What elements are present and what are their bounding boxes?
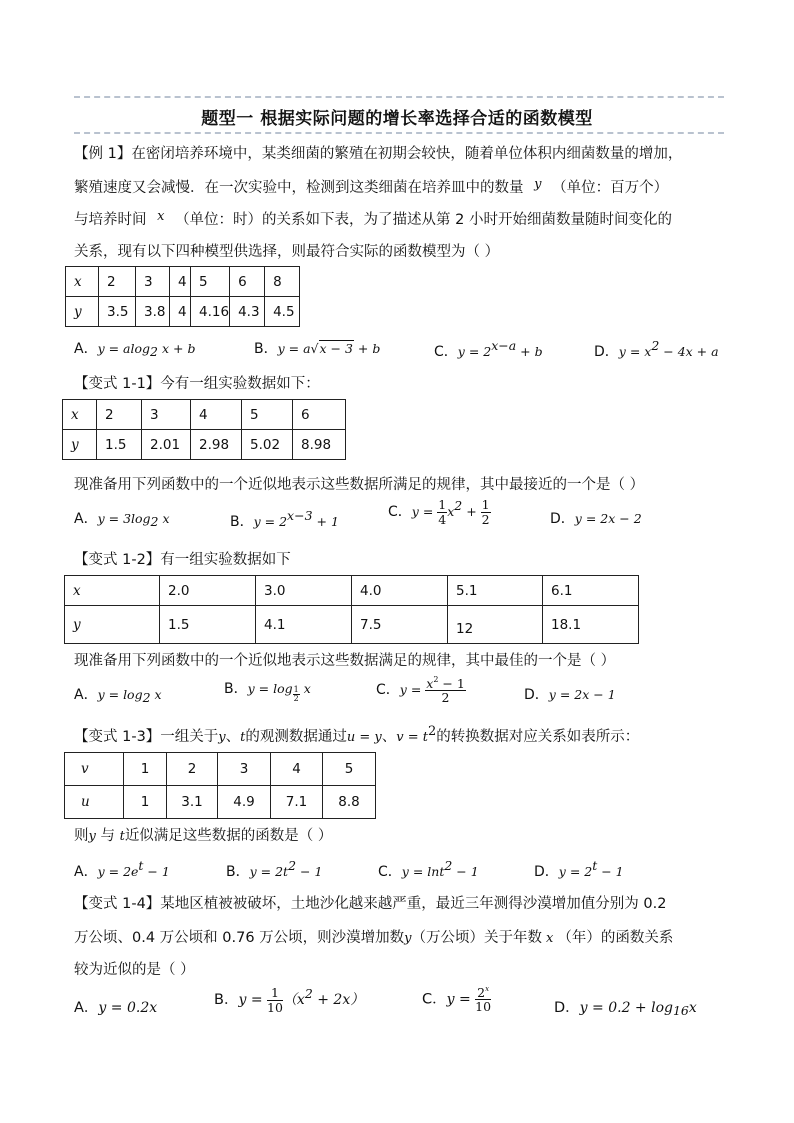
table-cell: 4	[271, 753, 323, 786]
table-cell: 3	[218, 753, 271, 786]
table-cell: 8.98	[293, 430, 346, 460]
table-row	[63, 400, 346, 430]
table-cell: x	[65, 576, 160, 606]
option-a[interactable]: A．$y = 3\log_2$ x	[74, 511, 170, 529]
table-cell: 1	[124, 753, 167, 786]
example1-line2-text-b: （单位：百万个）	[552, 180, 669, 196]
example1-options	[74, 338, 734, 360]
option-a[interactable]: A．y = alog$_2$ x + b	[74, 341, 196, 359]
table-cell: 5.02	[242, 430, 293, 460]
variant-1-3-intro: 【变式 1-3】一组关于y、t的观测数据通过u = y、$v = t^2$的转换数据对应关系如表所示：	[74, 724, 640, 745]
variant-1-4-line2: 万公顷、0.4 万公顷和 0.76 万公顷，则沙漠增加数y（万公顷）关于年数 x （年）的函数关系	[74, 930, 674, 946]
table-row	[65, 753, 376, 786]
table-cell: x	[63, 400, 97, 430]
variant-1-2-question: 现准备用下列函数中的一个近似地表示这些数据满足的规律，其中最佳的一个是（ ）	[74, 653, 616, 669]
table-cell: 3	[136, 267, 170, 297]
variant-1-4-line1: 【变式 1-4】某地区植被被破坏，土地沙化越来越严重，最近三年测得沙漠增加值分别为 0.2	[74, 896, 667, 912]
table-cell: 5.1	[448, 576, 543, 606]
example1-line3-text-b: （单位：时）的关系如下表，为了描述从第 2 小时开始细菌数量随时间变化的	[175, 212, 673, 228]
example1-line2-text-a: 繁殖速度又会减慢．在一次实验中，检测到这类细菌在培养皿中的数量	[74, 180, 524, 196]
table-cell: 2.01	[142, 430, 191, 460]
example1-line1: 【例 1】在密闭培养环境中，某类细菌的繁殖在初期会较快，随着单位体积内细菌数量的增加，	[74, 146, 683, 162]
variant-1-4-options	[74, 985, 734, 1018]
table-cell: y	[63, 430, 97, 460]
table-cell: 4.16	[191, 297, 230, 327]
option-d[interactable]: D．$y = 2^t - 1$	[534, 858, 624, 880]
table-row	[63, 430, 346, 460]
variant-1-2-data-table	[64, 575, 639, 644]
table-cell: 7.5	[352, 606, 448, 644]
table-cell: 2	[99, 267, 136, 297]
table-row	[65, 576, 639, 606]
option-d[interactable]: D．$y = x^2 - 4x + a$	[594, 338, 719, 360]
table-cell: 4.9	[218, 786, 271, 819]
table-cell: 7.1	[271, 786, 323, 819]
table-cell: 2	[97, 400, 142, 430]
table-cell: 4	[170, 267, 191, 297]
example1-line3	[74, 208, 672, 229]
table-cell: 1.5	[97, 430, 142, 460]
table-cell: 3.0	[256, 576, 352, 606]
table-cell: 3	[142, 400, 191, 430]
option-d[interactable]: D．y = 2x − 2	[550, 511, 642, 527]
table-cell: 12	[448, 606, 543, 644]
table-cell: 6	[230, 267, 265, 297]
variant-1-1-data-table	[62, 399, 346, 460]
table-cell: 2.98	[191, 430, 242, 460]
variant-1-3-intro-c: 的转换数据对应关系如表所示：	[436, 729, 640, 745]
table-cell: 4	[191, 400, 242, 430]
variant-1-2-intro: 【变式 1-2】有一组实验数据如下	[74, 552, 291, 568]
table-cell: 6	[293, 400, 346, 430]
variant-1-3-intro-a: 【变式 1-3】一组关于	[74, 729, 219, 745]
table-cell: 3.8	[136, 297, 170, 327]
variant-1-1-options	[74, 497, 734, 530]
variant-1-3-question-b: 与	[100, 828, 115, 844]
table-cell: 4.0	[352, 576, 448, 606]
table-cell: 1	[124, 786, 167, 819]
table-cell: 5	[323, 753, 376, 786]
example1-line4: 关系，现有以下四种模型供选择，则最符合实际的函数模型为（ ）	[74, 244, 500, 260]
option-a[interactable]: A．y = 0.2x	[74, 1000, 158, 1016]
section-title: 题型一 根据实际问题的增长率选择合适的函数模型	[201, 109, 593, 129]
table-cell: 4	[170, 297, 191, 327]
variant-1-3-question-a: 则	[74, 828, 89, 844]
bottom-dashed-separator	[74, 132, 724, 134]
table-row	[66, 297, 300, 327]
table-cell: 5	[242, 400, 293, 430]
table-cell: 2.0	[160, 576, 256, 606]
variant-1-3-intro-b: 的观测数据通过	[245, 729, 347, 745]
option-a[interactable]: A．$y = \log_2 x$	[74, 687, 162, 705]
variant-1-1-question: 现准备用下列函数中的一个近似地表示这些数据所满足的规律，其中最接近的一个是（ ）	[74, 477, 645, 493]
variant-1-4-line2-c: （年）的函数关系	[557, 930, 674, 946]
table-row	[66, 267, 300, 297]
table-cell: 18.1	[543, 606, 639, 644]
option-c[interactable]: C．y = $\frac{2^x}{10}$	[422, 985, 492, 1015]
option-b[interactable]: B．y = log $\frac{1}{2}$ x	[224, 681, 311, 703]
table-cell: 4.5	[265, 297, 300, 327]
top-dashed-separator	[74, 96, 724, 98]
option-c[interactable]: C．y = lnt$^2$ − 1	[378, 858, 479, 880]
option-d[interactable]: D．$y = 0.2 + \log_{16}x$	[554, 1000, 697, 1018]
option-b[interactable]: B．y = a√x − 3 + b	[254, 341, 381, 357]
option-d[interactable]: D．y = 2x − 1	[524, 687, 616, 703]
var-x: x	[157, 209, 165, 224]
var-y: y	[534, 177, 542, 192]
table-cell: 4.3	[230, 297, 265, 327]
variant-1-3-question-c: 近似满足这些数据的函数是（ ）	[124, 828, 333, 844]
table-cell: 2	[167, 753, 218, 786]
table-cell: y	[66, 297, 99, 327]
table-cell: 6.1	[543, 576, 639, 606]
option-a[interactable]: A．$y = 2e^t - 1$	[74, 858, 170, 880]
variant-1-3-options	[74, 858, 734, 880]
variant-1-2-options	[74, 675, 734, 706]
table-cell: u	[65, 786, 124, 819]
table-cell: 5	[191, 267, 230, 297]
variant-1-4-line2-b: （万公顷）关于年数	[411, 930, 543, 946]
variant-1-3-data-table	[64, 752, 376, 819]
example1-data-table	[65, 266, 300, 327]
option-c[interactable]: C．y = $\frac{1}{4}$ $x^2$ + $\frac{1}{2}$	[388, 497, 490, 527]
option-b[interactable]: B．$y = 2t^2 - 1$	[226, 858, 323, 880]
option-c[interactable]: C．$y = 2^{x-a} + b$	[434, 338, 543, 360]
option-b[interactable]: B．$y = 2^{x-3} + 1$	[230, 508, 339, 530]
example1-line2	[74, 176, 668, 197]
table-cell: 4.1	[256, 606, 352, 644]
table-row	[65, 606, 639, 644]
example1-line3-text-a: 与培养时间	[74, 212, 147, 228]
table-cell: 8	[265, 267, 300, 297]
table-cell: v	[65, 753, 124, 786]
table-cell: 3.5	[99, 297, 136, 327]
variant-1-1-intro: 【变式 1-1】今有一组实验数据如下：	[74, 376, 320, 392]
table-cell: x	[66, 267, 99, 297]
table-cell: 8.8	[323, 786, 376, 819]
variant-1-4-line3: 较为近似的是（ ）	[74, 962, 195, 978]
variant-1-3-question: 则y 与 t近似满足这些数据的函数是（ ）	[74, 828, 333, 844]
option-c[interactable]: C．y = $\frac{x^2 - 1}{2}$	[376, 675, 465, 706]
table-cell: 1.5	[160, 606, 256, 644]
table-cell: 3.1	[167, 786, 218, 819]
table-cell: y	[65, 606, 160, 644]
option-b[interactable]: B．y = $\frac{1}{10}$ $(x^2 + 2x)$	[214, 985, 365, 1015]
variant-1-4-line2-a: 万公顷、0.4 万公顷和 0.76 万公顷，则沙漠增加数	[74, 930, 405, 946]
table-row	[65, 786, 376, 819]
